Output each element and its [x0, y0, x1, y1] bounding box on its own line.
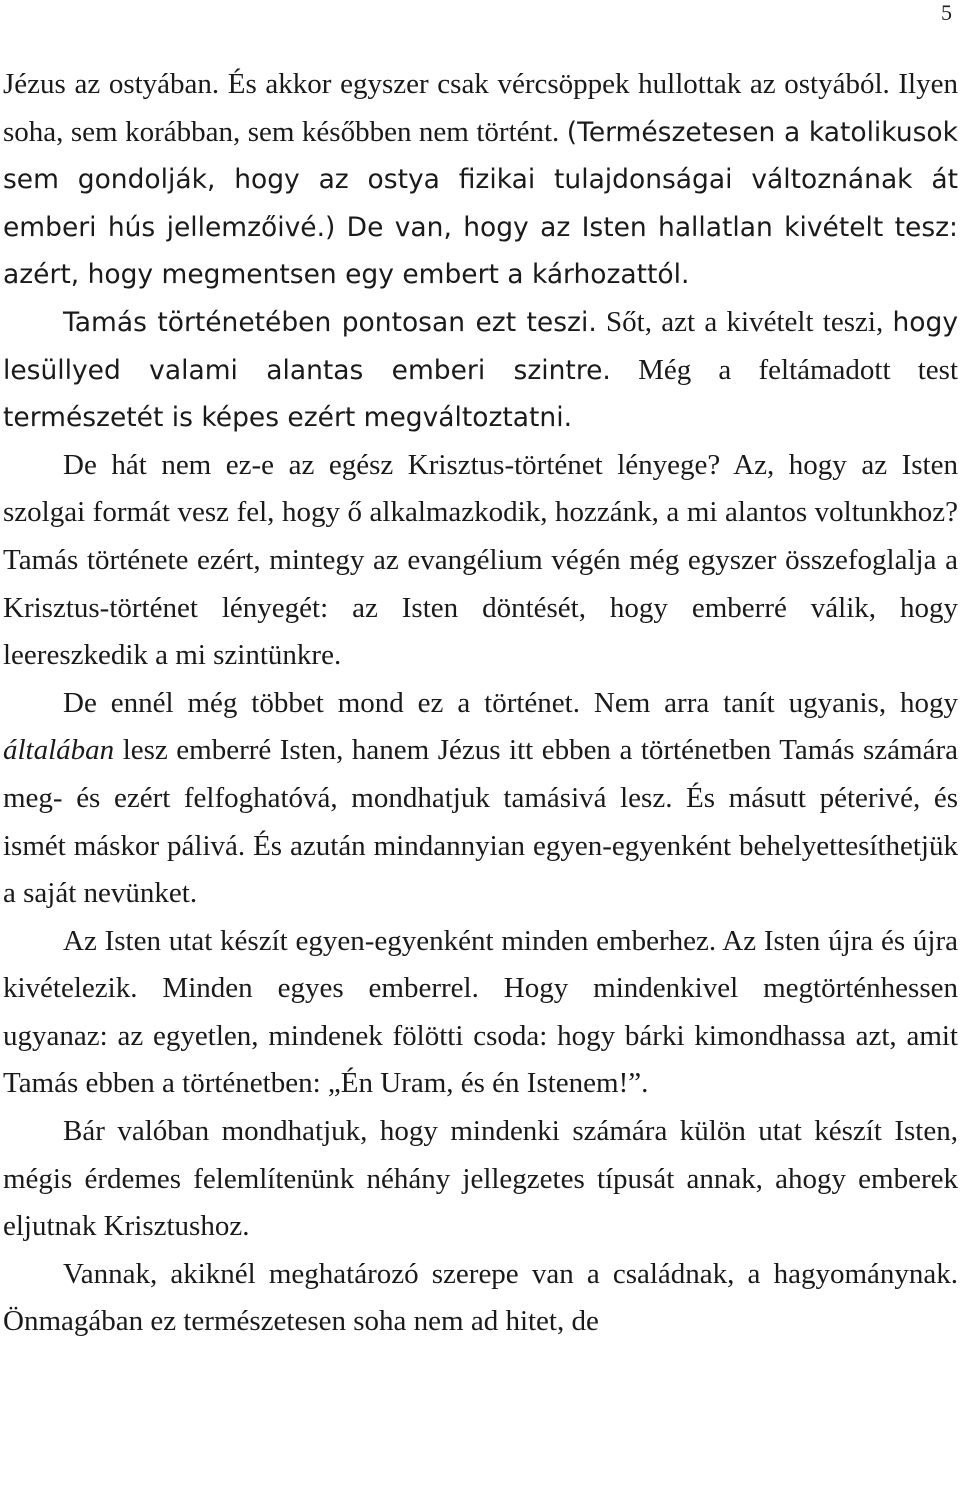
page-number: 5	[941, 0, 952, 25]
paragraph-4-before: De ennél még többet mond ez a történet. Nem arra tanít ugyanis, hogy	[63, 686, 958, 719]
paragraph-3	[3, 442, 958, 680]
paragraph-6-text: Bár valóban mondhatjuk, hogy mindenki számára külön utat készít Isten, mégis érdemes felemlítenünk néhány jellegzetes típusát annak, ahogy emberek eljutnak Krisztushoz.	[3, 1115, 958, 1243]
paragraph-2-serif-a: Sőt, azt a kivételt teszi,	[606, 305, 884, 338]
paragraph-7	[3, 1251, 958, 1346]
paragraph-2-sans-b: hogy lesüllyed valami alantas emberi szintre.	[3, 306, 959, 386]
paragraph-4-emphasis: általában	[3, 734, 115, 767]
paragraph-7-text: Vannak, akiknél meghatározó szerepe van a családnak, a hagyománynak. Önmagában ez természetesen soha nem ad hitet, de	[3, 1257, 958, 1338]
paragraph-5-text: Az Isten utat készít egyen-egyenként minden emberhez. Az Isten újra és újra kivételezik. Minden egyes emberrel. Hogy mindenkivel megtörténhessen ugyanaz: az egyetlen, mindenek fölötti csoda: hogy bárki kimondhassa azt, amit Tamás ebben a történetben: „Én Uram, és én Istenem!”.	[3, 924, 958, 1100]
paragraph-5	[3, 918, 958, 1108]
paragraph-1	[3, 61, 958, 299]
paragraph-2	[3, 299, 958, 442]
paragraph-1-serif-text: Jézus az ostyában. És akkor egyszer csak vércsöppek hullottak az ostyából. Ilyen soha, sem korábban, sem későbben nem történt.	[3, 68, 958, 148]
paragraph-2-sans-c: természetét is képes ezért megváltoztatni.	[3, 402, 572, 434]
paragraph-4-after: lesz emberré Isten, hanem Jézus itt ebben a történetben Tamás számára meg- és ezért felfoghatóvá, mondhatjuk tamásivá lesz. És másutt péterivé, és ismét máskor pálivá. És azután mindannyian egyen-egyenként behelyettesíthetjük a saját nevünket.	[3, 734, 959, 910]
paragraph-4	[3, 680, 958, 918]
paragraph-6	[3, 1108, 958, 1251]
paragraph-2-serif-b: Még a feltámadott test	[638, 353, 959, 386]
document-body	[3, 61, 958, 1346]
paragraph-3-text: De hát nem ez-e az egész Krisztus-történet lényege? Az, hogy az Isten szolgai formát vesz fel, hogy ő alkalmazkodik, hozzánk, a mi alantos voltunkhoz? Tamás története ezért, mintegy az evangélium végén még egyszer összefoglalja a Krisztus-történet lényegét: az Isten döntését, hogy emberré válik, hogy leereszkedik a mi szintünkre.	[3, 448, 958, 672]
paragraph-1-sans-text: (Természetesen a katolikusok sem gondolják, hogy az ostya fizikai tulajdonságai változnának át emberi hús jellemzőivé.) De van, hogy az Isten hallatlan kivételt tesz: azért, hogy megmentsen egy embert a kárhozattól.	[3, 116, 958, 291]
paragraph-2-sans-a: Tamás történetében pontosan ezt teszi.	[63, 306, 597, 338]
